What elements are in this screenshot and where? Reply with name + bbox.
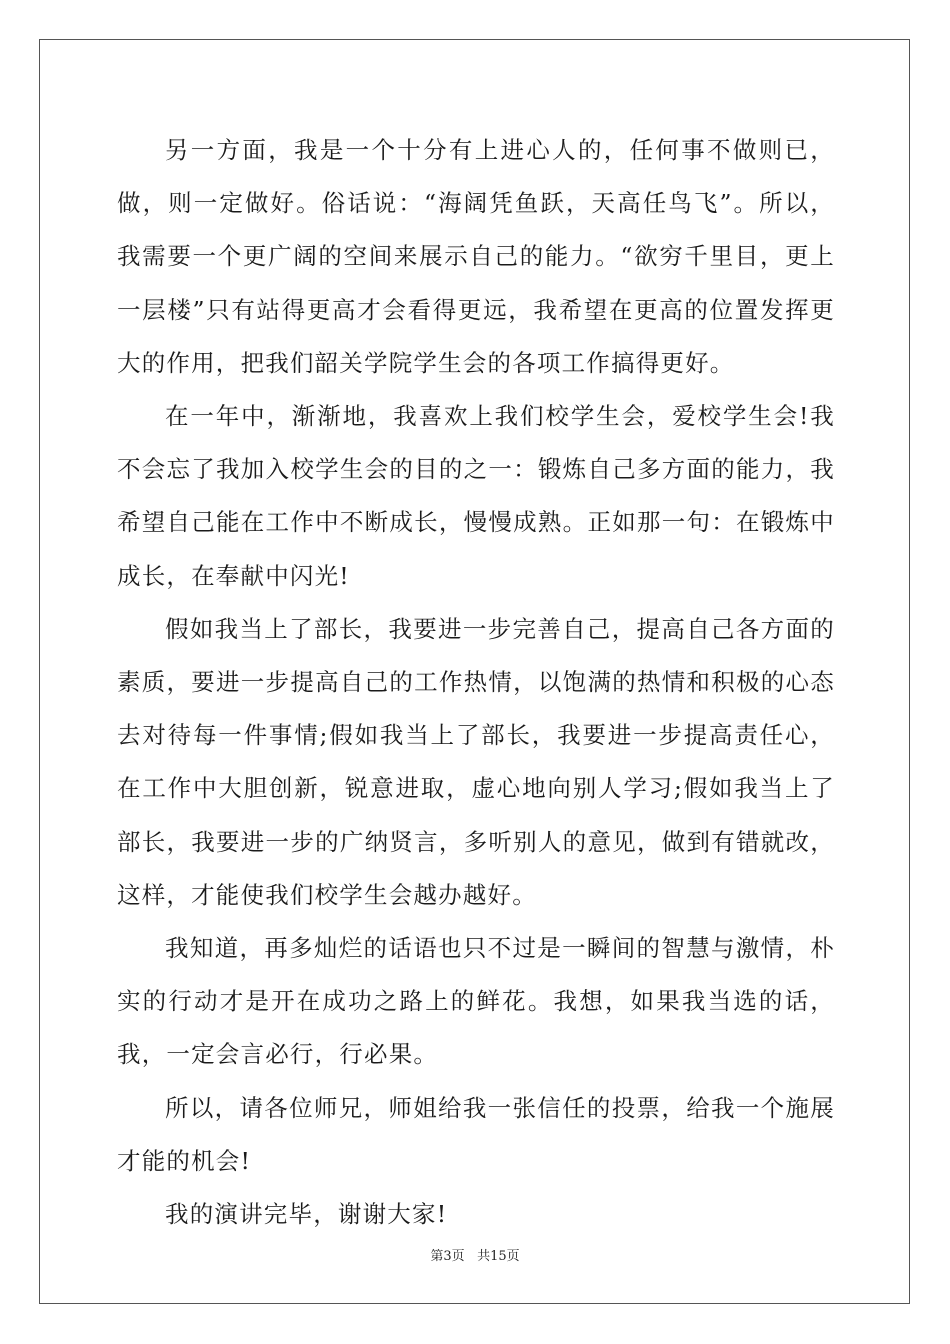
paragraph: 在一年中，渐渐地，我喜欢上我们校学生会，爱校学生会!我不会忘了我加入校学生会的目的之一：锻炼自己多方面的能力，我希望自己能在工作中不断成长，慢慢成熟。正如那一句：在锻炼中成长，在奉献中闪光! — [117, 402, 835, 590]
page-total: 共15页 — [477, 1249, 520, 1264]
document-body — [117, 124, 835, 1241]
paragraph: 我的演讲完毕，谢谢大家! — [165, 1200, 448, 1229]
paragraph: 另一方面，我是一个十分有上进心人的，任何事不做则已，做，则一定做好。俗话说：“海阔凭鱼跃，天高任鸟飞”。所以，我需要一个更广阔的空间来展示自己的能力。“欲穷千里目，更上一层楼”只有站得更高才会看得更远，我希望在更高的位置发挥更大的作用，把我们韶关学院学生会的各项工作搞得更好。 — [117, 136, 835, 377]
page-number: 第3页 — [430, 1249, 465, 1264]
paragraph: 所以，请各位师兄，师姐给我一张信任的投票，给我一个施展才能的机会! — [117, 1093, 835, 1175]
paragraph: 我知道，再多灿烂的话语也只不过是一瞬间的智慧与激情，朴实的行动才是开在成功之路上的鲜花。我想，如果我当选的话，我，一定会言必行，行必果。 — [117, 934, 835, 1069]
page-footer — [0, 1248, 950, 1266]
paragraph: 假如我当上了部长，我要进一步完善自己，提高自己各方面的素质，要进一步提高自己的工作热情，以饱满的热情和积极的心态去对待每一件事情;假如我当上了部长，我要进一步提高责任心，在工作中大胆创新，锐意进取，虚心地向别人学习;假如我当上了部长，我要进一步的广纳贤言，多听别人的意见，做到有错就改，这样，才能使我们校学生会越办越好。 — [117, 614, 835, 909]
